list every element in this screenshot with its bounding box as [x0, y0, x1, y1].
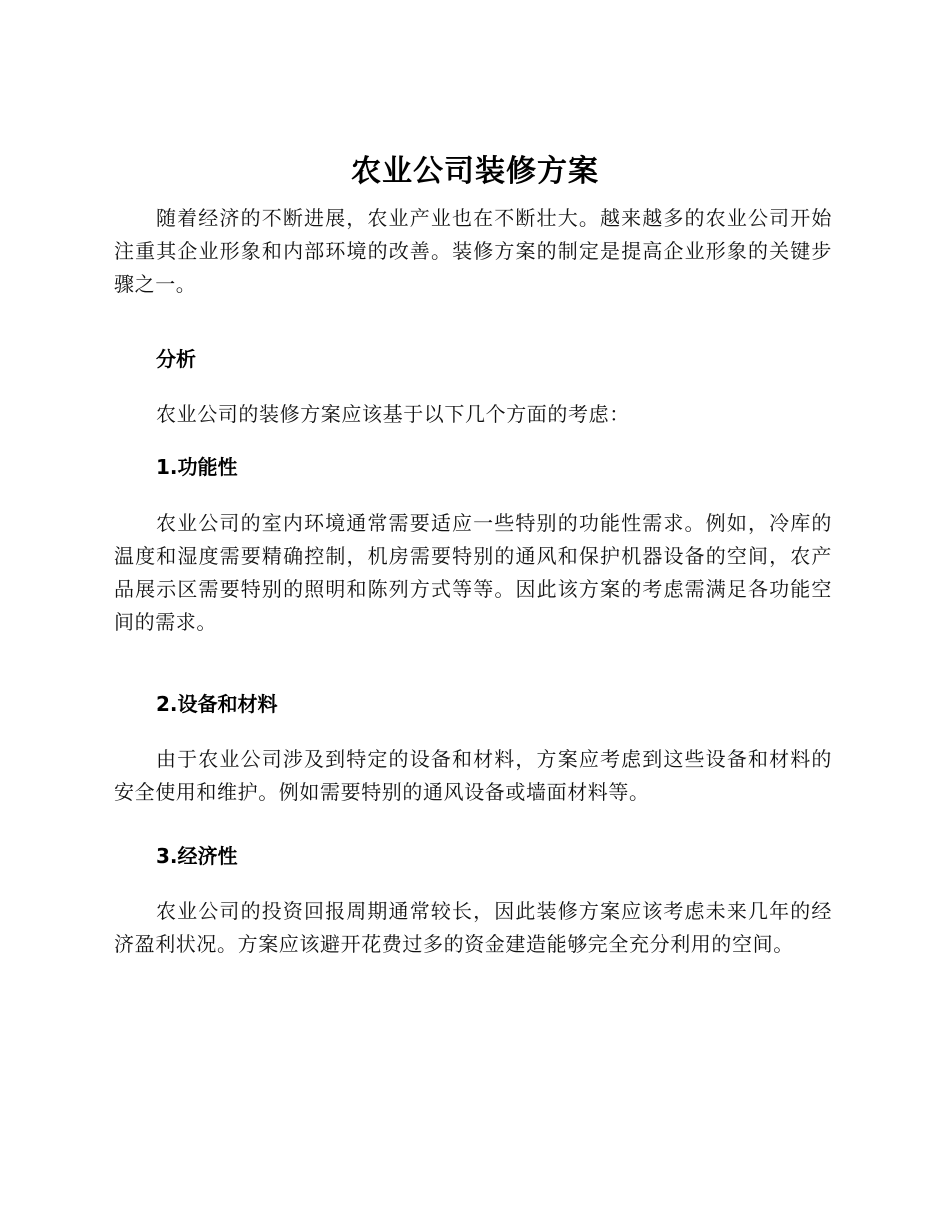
document-title: 农业公司装修方案	[351, 154, 599, 189]
section-body-equipment: 由于农业公司涉及到特定的设备和材料，方案应考虑到这些设备和材料的安全使用和维护。例如需要特别的通风设备或墙面材料等。	[114, 747, 832, 804]
section-heading-economy: 3.经济性	[156, 844, 238, 868]
section-heading-functionality: 1.功能性	[156, 455, 238, 479]
section-heading-equipment: 2.设备和材料	[156, 692, 278, 716]
analysis-heading: 分析	[156, 347, 196, 371]
intro-paragraph: 随着经济的不断进展，农业产业也在不断壮大。越来越多的农业公司开始注重其企业形象和内部环境的改善。装修方案的制定是提高企业形象的关键步骤之一。	[114, 206, 832, 296]
section-body-functionality: 农业公司的室内环境通常需要适应一些特别的功能性需求。例如，冷库的温度和湿度需要精确控制，机房需要特别的通风和保护机器设备的空间，农产品展示区需要特别的照明和陈列方式等等。因此该方案的考虑需满足各功能空间的需求。	[114, 511, 832, 634]
analysis-paragraph: 农业公司的装修方案应该基于以下几个方面的考虑：	[156, 402, 630, 426]
section-body-economy: 农业公司的投资回报周期通常较长，因此装修方案应该考虑未来几年的经济盈利状况。方案应该避开花费过多的资金建造能够完全充分利用的空间。	[114, 899, 832, 956]
